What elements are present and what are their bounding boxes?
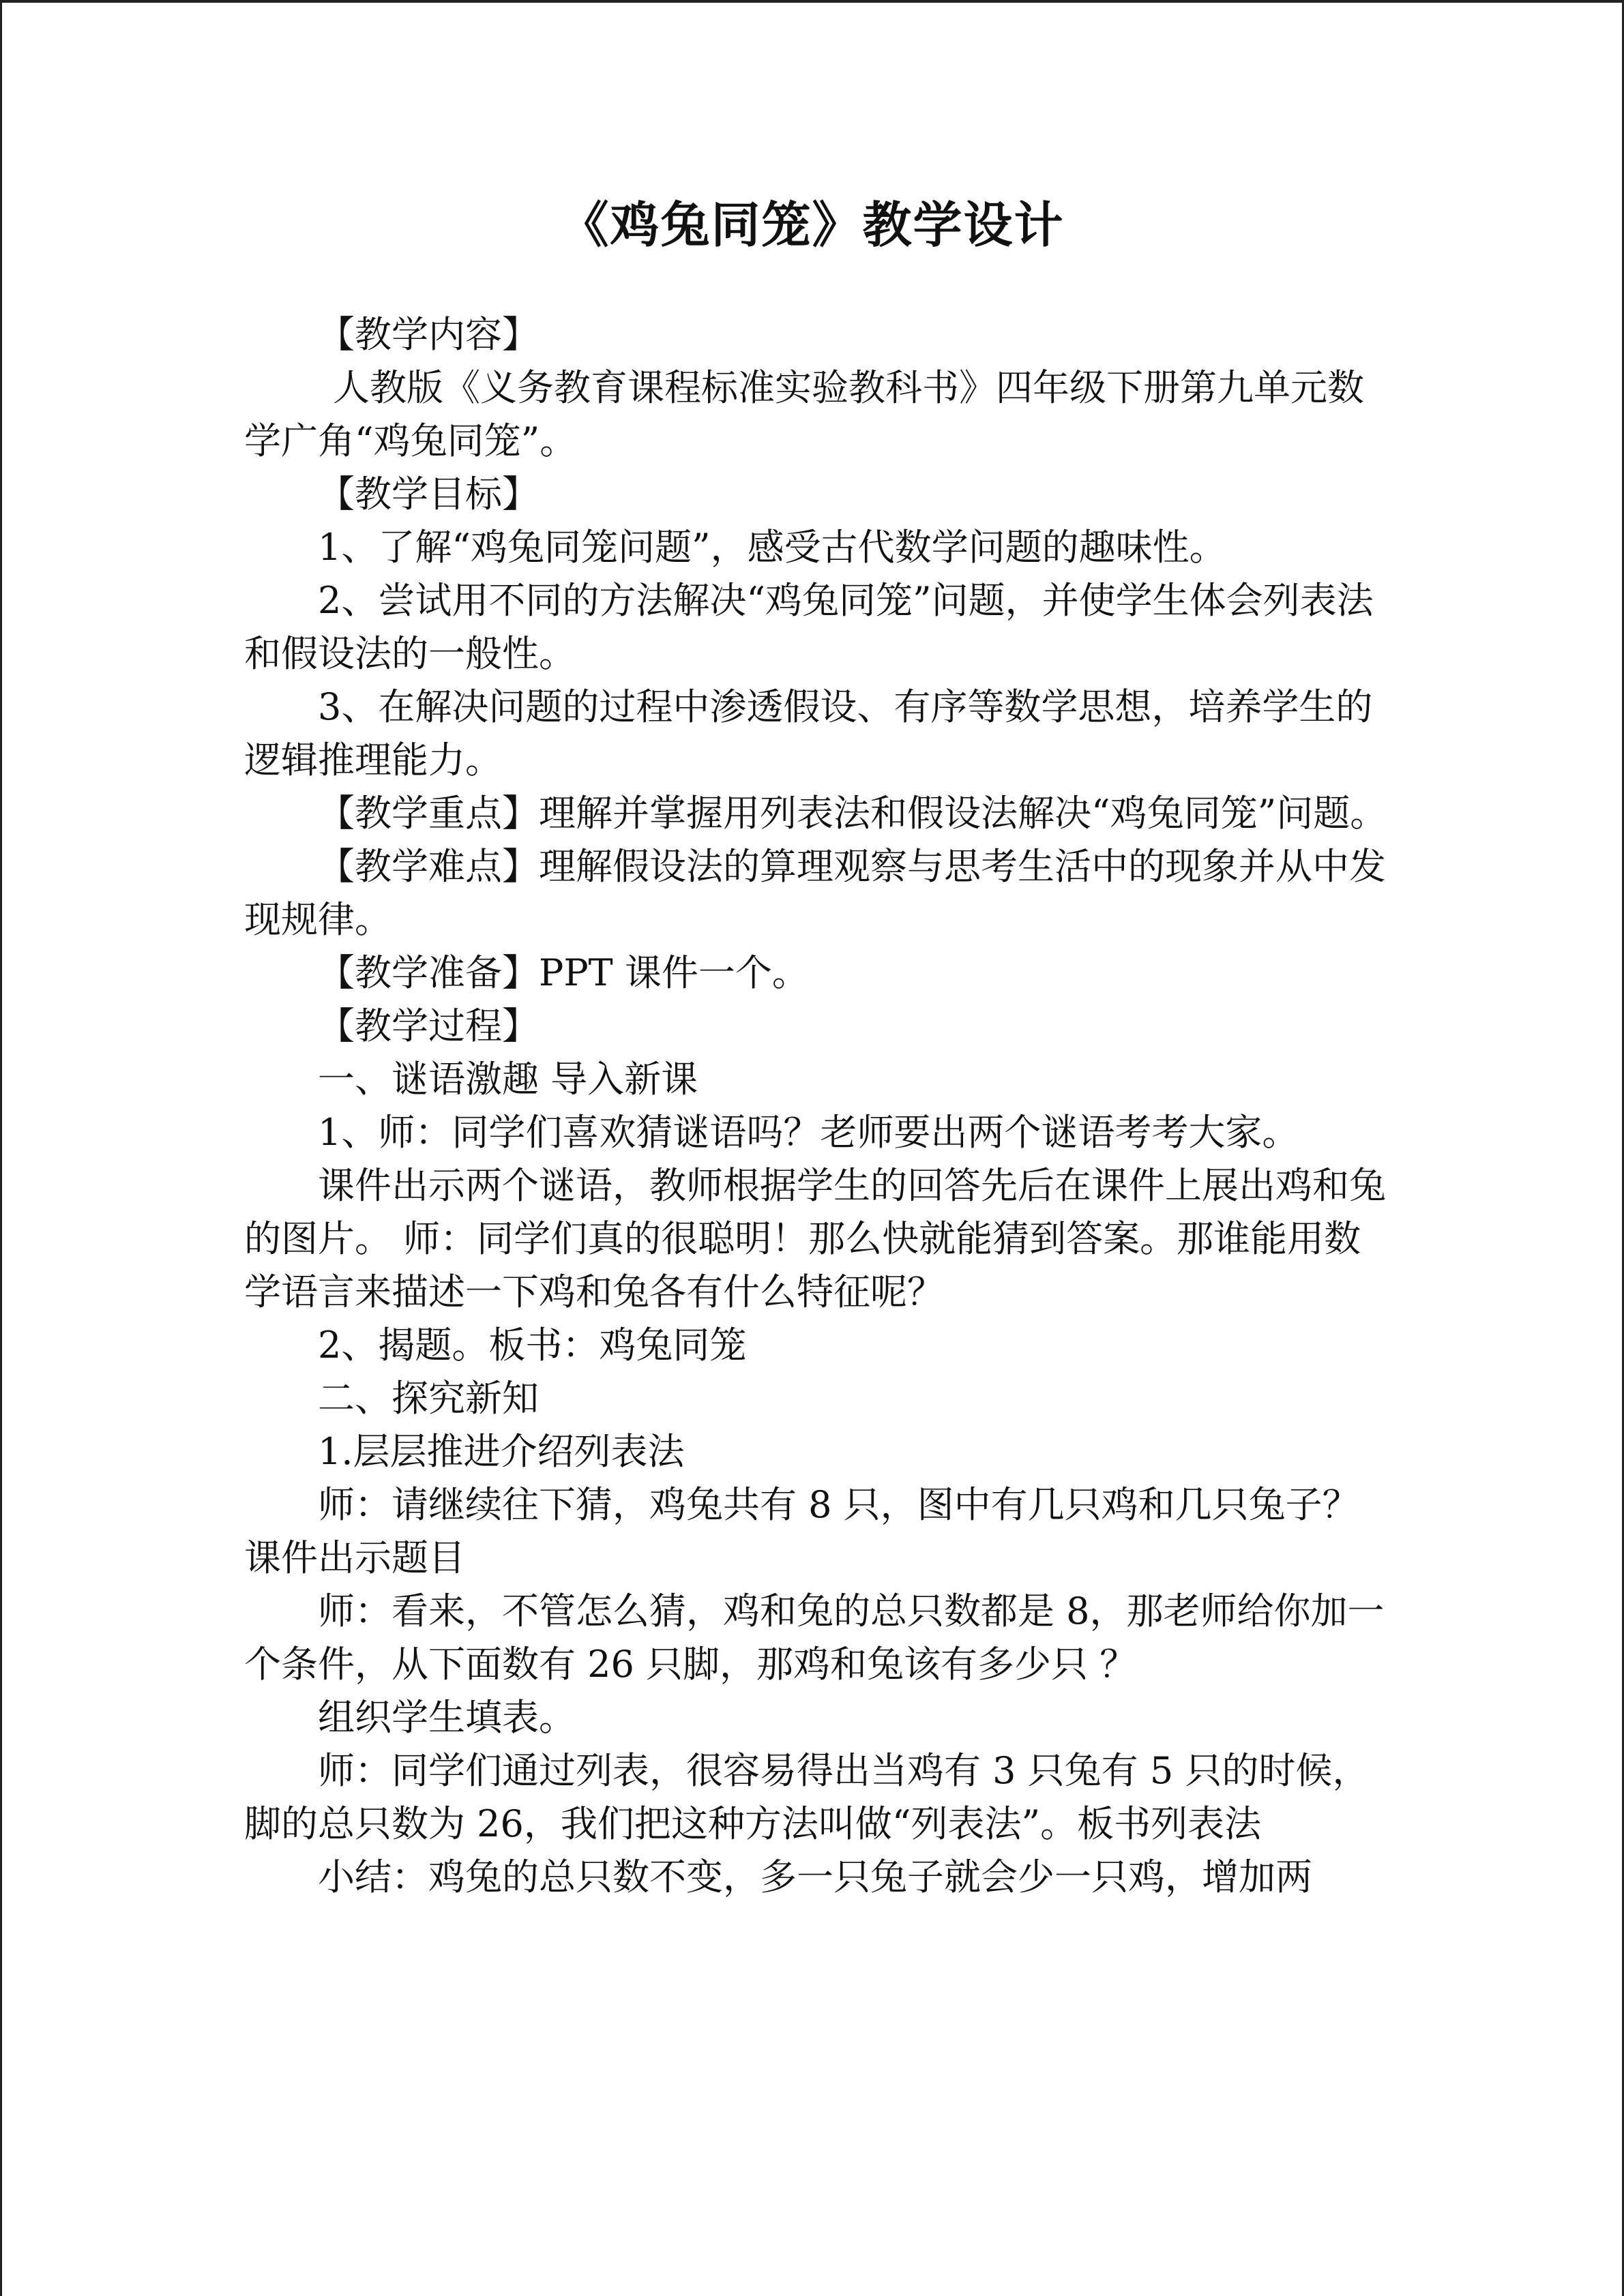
paragraph: 师：请继续往下猜，鸡兔共有 8 只，图中有几只鸡和几只兔子？ 课件出示题目 [244,1483,1359,1579]
paragraph: 1、了解“鸡兔同笼问题”，感受古代数学问题的趣味性。 [318,526,1226,569]
paragraph: 【教学准备】PPT 课件一个。 [318,951,809,994]
paragraph: 一、谜语激趣 导入新课 [318,1058,698,1101]
paragraph: 课件出示两个谜语，教师根据学生的回答先后在课件上展出鸡和兔的图片。 师：同学们真的很聪明！那么快就能猜到答案。那谁能用数学语言来描述一下鸡和兔各有什么特征呢？ [244,1164,1386,1313]
paragraph: 组织学生填表。 [318,1696,576,1739]
document-title: 《鸡兔同笼》教学设计 [559,196,1065,254]
document-body [244,308,1390,1904]
paragraph: 【教学内容】 [318,313,539,356]
paragraph: 1.层层推进介绍列表法 [318,1430,685,1473]
paragraph: 【教学重点】理解并掌握用列表法和假设法解决“鸡兔同笼”问题。 [318,792,1387,835]
paragraph: 人教版《义务教育课程标准实验教科书》四年级下册第九单元数学广角“鸡兔同笼”。 [244,366,1364,462]
paragraph: 1、师：同学们喜欢猜谜语吗？老师要出两个谜语考考大家。 [318,1111,1299,1154]
paragraph: 师：看来，不管怎么猜，鸡和兔的总只数都是 8，那老师给你加一个条件，从下面数有 26 只脚，那鸡和兔该有多少只 ？ [244,1590,1385,1686]
page-border-top [0,0,1624,3]
paragraph: 【教学过程】 [318,1004,539,1047]
paragraph: 小结：鸡兔的总只数不变，多一只兔子就会少一只鸡，增加两 [318,1855,1312,1898]
paragraph: 二、探究新知 [318,1377,539,1420]
paragraph: 【教学目标】 [318,473,539,516]
paragraph: 3、在解决问题的过程中渗透假设、有序等数学思想，培养学生的逻辑推理能力。 [244,685,1373,781]
paragraph: 2、揭题。板书：鸡兔同笼 [318,1324,747,1367]
paragraph: 师：同学们通过列表，很容易得出当鸡有 3 只兔有 5 只的时候，脚的总只数为 26，我们把这种方法叫做“列表法”。板书列表法 [244,1749,1370,1845]
page-border-left [0,0,2,2296]
paragraph: 2、尝试用不同的方法解决“鸡兔同笼”问题，并使学生体会列表法和假设法的一般性。 [244,579,1374,675]
paragraph: 【教学难点】理解假设法的算理观察与思考生活中的现象并从中发现规律。 [244,845,1386,941]
